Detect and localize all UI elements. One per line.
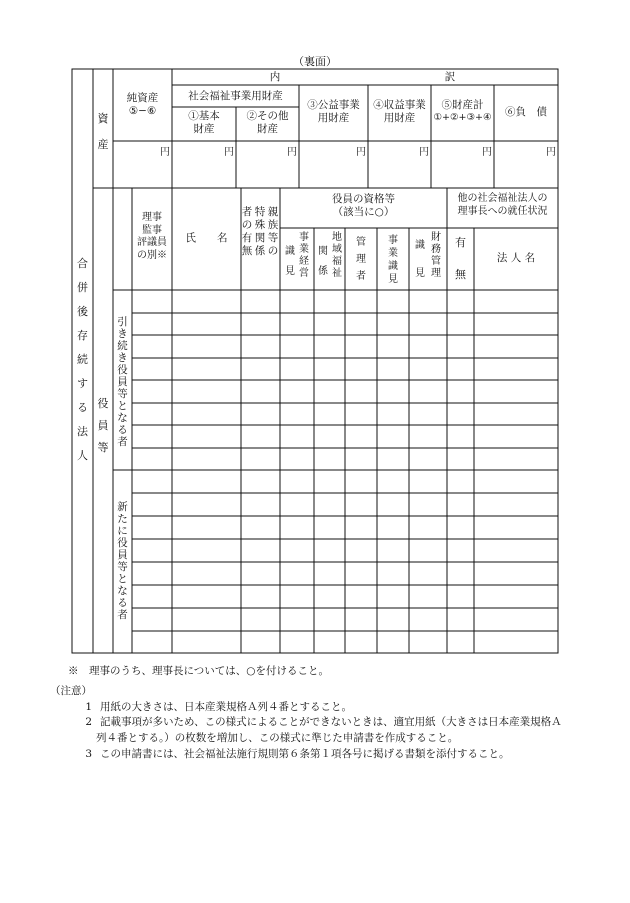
qual-business-text: 事業経営 (299, 232, 309, 279)
yen-unit: 円 (160, 147, 170, 158)
officers-char: 等 (97, 441, 109, 454)
total-line: ⑤財産計 (441, 99, 484, 111)
rel-char: 殊 (254, 219, 266, 231)
qualification-header (280, 193, 447, 219)
total-formula: ①+②+③+④ (433, 112, 492, 124)
side-char: 人 (77, 449, 88, 462)
other-assets-header (236, 110, 299, 136)
side-char: 後 (77, 305, 88, 318)
yen-unit: 円 (224, 147, 234, 158)
officers-label (93, 398, 113, 464)
note-text: この申請書には、社会福祉法施行規則第６条第１項各号に掲げる書類を添付すること。 (100, 747, 510, 760)
rel-char: の (241, 219, 253, 231)
new-char: 役 (117, 537, 128, 549)
rel-char: 親 (267, 206, 279, 218)
qual-manager-header (355, 234, 367, 285)
caution-heading: （注意） (50, 684, 92, 697)
rel-char: 無 (241, 245, 253, 257)
note-number: 2 (85, 716, 92, 729)
cont-char: 員 (117, 376, 128, 388)
qual-finance-text: 財務管理 (431, 232, 441, 279)
profit-assets-header (368, 99, 431, 125)
role-type-header (132, 212, 172, 262)
page-title: （裏面） (293, 55, 337, 68)
public-line: 用財産 (317, 112, 350, 125)
assets-char: 産 (97, 138, 109, 151)
new-char: 新 (117, 501, 128, 513)
other-corp-line: 他の社会福祉法人の (457, 193, 548, 204)
role-line: 評議員 (137, 237, 167, 248)
note-item-3 (78, 747, 568, 763)
side-char: 法 (77, 425, 88, 438)
cont-char: 役 (117, 364, 128, 376)
yen-unit: 円 (419, 147, 429, 158)
yes-char: 有 (455, 236, 466, 249)
yen-unit: 円 (482, 147, 492, 158)
new-char: な (117, 585, 128, 597)
note-number: 1 (85, 700, 92, 713)
cont-char: る (117, 424, 128, 436)
basic-assets-header (172, 110, 236, 136)
name-header: 氏 名 (185, 232, 228, 244)
role-line: 理事 (142, 212, 162, 223)
public-line: ③公益事業 (307, 99, 360, 111)
new-char: 等 (117, 561, 128, 573)
assets-char: 資 (97, 112, 109, 125)
officers-char: 員 (97, 419, 109, 432)
qual-local-text: 地域福祉 (332, 232, 342, 279)
role-line: の別※ (137, 249, 167, 261)
side-char: 合 (77, 257, 88, 270)
liability-header: ⑥負 債 (505, 106, 547, 118)
cont-char: と (117, 400, 128, 412)
new-char: と (117, 573, 128, 585)
total-assets-header (431, 99, 494, 124)
new-char: た (117, 513, 128, 525)
officers-char: 役 (97, 397, 109, 410)
rel-char: 係 (254, 245, 266, 257)
profit-line: ④収益事業 (373, 99, 426, 111)
qual-finance-text2: 識見 (415, 240, 425, 279)
new-char: 者 (117, 609, 128, 621)
merged-corp-label (72, 258, 93, 474)
other-line: ②その他 (246, 110, 289, 122)
note-text: 用紙の大きさは、日本産業規格Ａ列４番とすること。 (100, 700, 352, 713)
rel-char: 特 (254, 206, 266, 218)
role-line: 監事 (142, 224, 162, 236)
cont-char: 続 (117, 340, 128, 352)
continuing-officers-label (113, 317, 132, 449)
note-item-1 (78, 700, 568, 716)
yen-unit: 円 (356, 147, 366, 158)
rel-char: 族 (267, 219, 279, 231)
qual-subtitle: （該当に○） (332, 206, 395, 219)
rel-char: 等 (267, 232, 279, 244)
note-item-2 (78, 715, 568, 747)
cont-char: 引 (117, 316, 128, 328)
qual-local-text2: 関係 (318, 246, 328, 277)
qual-insight-header (387, 234, 399, 286)
note-number: 3 (85, 747, 92, 760)
corp-name-header: 法 人 名 (496, 252, 536, 264)
cont-char: き (117, 352, 128, 364)
rel-char: の (267, 245, 279, 257)
assets-label (93, 113, 113, 153)
side-char: 存 (77, 329, 88, 342)
side-char: 続 (77, 353, 88, 366)
other-corp-header (447, 193, 558, 218)
side-char: る (77, 401, 88, 414)
rel-char: 者 (241, 206, 253, 218)
qual-business-text2: 識見 (285, 246, 295, 277)
net-assets-line: 純資産 (126, 92, 159, 104)
side-char: す (77, 377, 88, 390)
public-assets-header (299, 99, 368, 125)
rel-char: 有 (241, 232, 253, 244)
yen-unit: 円 (546, 147, 556, 158)
footnote: ※ 理事のうち、理事長については、○を付けること。 (68, 665, 329, 677)
cont-char: き (117, 328, 128, 340)
new-char: に (117, 525, 128, 537)
new-officers-label (113, 502, 132, 622)
qual-title: 役員の資格等 (332, 193, 395, 205)
qual-manager-text: 管理者 (356, 237, 366, 282)
other-line: 財産 (257, 123, 278, 136)
cont-char: 者 (117, 436, 128, 448)
qual-insight-text: 事業識見 (388, 235, 398, 285)
cont-char: 等 (117, 388, 128, 400)
net-assets-header (113, 92, 172, 118)
rel-char: 関 (254, 232, 266, 244)
wake-label: 訳 (444, 71, 456, 83)
no-char: 無 (455, 268, 466, 281)
basic-line: 財産 (193, 123, 215, 136)
cont-char: な (117, 412, 128, 424)
other-corp-line: 理事長への就任状況 (457, 205, 548, 217)
yes-no-header (447, 237, 474, 283)
basic-line: ①基本 (188, 110, 220, 122)
new-char: る (117, 597, 128, 609)
new-char: 員 (117, 549, 128, 561)
net-assets-formula: ⑤−⑥ (128, 105, 157, 118)
side-char: 併 (77, 281, 88, 294)
yen-unit: 円 (287, 147, 297, 158)
social-welfare-header: 社会福祉事業用財産 (188, 90, 283, 102)
uchi-label: 内 (269, 71, 281, 83)
notes-section (50, 664, 568, 763)
profit-line: 用財産 (383, 112, 416, 125)
note-text: 記載事項が多いため、この様式によることができないときは、適宜用紙（大きさは日本産業規格Ａ列４番とする。）の枚数を増加し、この様式に準じた申請書を作成すること。 (96, 716, 562, 744)
